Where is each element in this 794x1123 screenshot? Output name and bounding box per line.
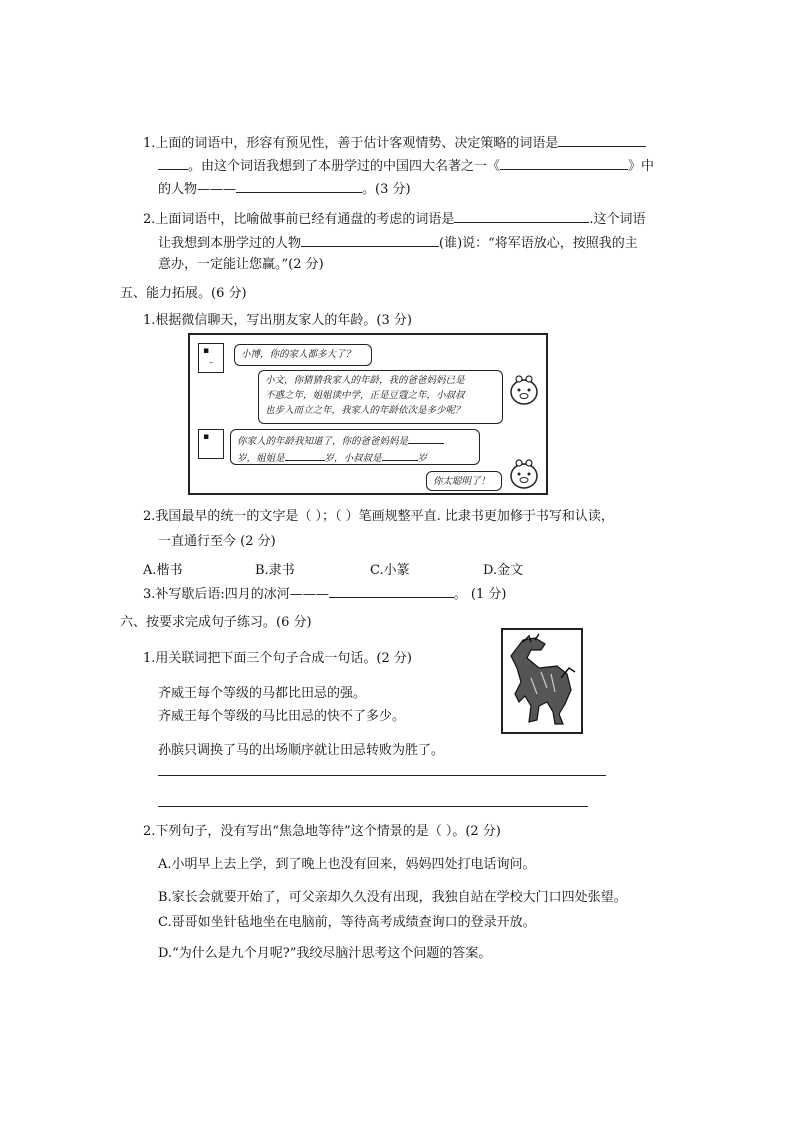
option-b[interactable]: B.隶书 xyxy=(255,563,295,578)
section6-item2: 2.下列句子，没有写出“焦急地等待”这个情景的是（ ）。(2 分) xyxy=(143,824,501,839)
q4-item2-line3: 意办，一定能让您赢。”(2 分) xyxy=(158,257,324,272)
section5-item2-line1: 2.我国最早的统一的文字是（ ）；（ ）笔画规整平直. 比隶书更加修于书写和认读， xyxy=(143,509,614,524)
answer-blank[interactable] xyxy=(500,155,628,170)
option-d[interactable]: D.金文 xyxy=(483,563,524,578)
option-b[interactable]: B.家长会就要开始了，可父亲却久久没有出现，我独自站在学校大门口四处张望。 xyxy=(158,890,627,905)
chat-bubble-3: 你家人的年龄我知道了，你的爸爸妈妈是 岁，姐姐是 岁，小叔叔是 岁 xyxy=(230,429,480,465)
q4-item2-line2: 让我想到本册学过的人物 (谁)说：“将军语放心，按照我的主 xyxy=(158,232,638,253)
horse-illustration xyxy=(501,628,583,734)
answer-blank[interactable] xyxy=(454,208,589,223)
answer-blank[interactable] xyxy=(558,132,646,147)
avatar-square-icon: ▪ xyxy=(198,429,224,459)
answer-blank[interactable] xyxy=(285,449,325,461)
option-d[interactable]: D.“为什么是九个月呢?”我绞尽脑汁思考这个问题的答案。 xyxy=(158,946,492,961)
q4-item1-line3: 的人物——— 。(3 分) xyxy=(158,178,411,199)
section6-heading: 六、按要求完成句子练习。(6 分) xyxy=(120,615,312,630)
option-c[interactable]: C.小篆 xyxy=(370,563,410,578)
option-a[interactable]: A.小明早上去上学，到了晚上也没有回来，妈妈四处打电话询问。 xyxy=(158,857,536,872)
cartoon-face-icon xyxy=(508,373,540,407)
cartoon-face-icon xyxy=(508,457,540,491)
answer-blank[interactable] xyxy=(158,155,188,170)
section5-item3: 3.补写歇后语:四月的冰河——— 。 (1 分) xyxy=(143,583,506,604)
answer-blank[interactable] xyxy=(329,583,454,598)
answer-blank[interactable] xyxy=(408,432,444,444)
chat-bubble-1: 小博，你的家人都多大了？ xyxy=(234,344,372,366)
section6-item1: 1.用关联词把下面三个句子合成一句话。(2 分) xyxy=(143,651,412,666)
q4-item2-line1: 2.上面词语中，比喻做事前已经有通盘的考虑的词语是 .这个词语 xyxy=(143,208,646,229)
section5-heading: 五、能力拓展。(6 分) xyxy=(120,286,247,301)
avatar-square-icon: ▪ – xyxy=(198,343,224,373)
q4-item1-line1: 1.上面的词语中，形容有预见性，善于估计客观情势、决定策略的词语是 xyxy=(143,132,646,153)
sentence-2: 齐威王每个等级的马比田忌的快不了多少。 xyxy=(158,709,406,724)
option-c[interactable]: C.哥哥如坐针毡地坐在电脑前，等待高考成绩查询口的登录开放。 xyxy=(158,915,536,930)
q4-item1-line2: 。由这个词语我想到了本册学过的中国四大名著之一《 》中 xyxy=(158,155,654,176)
sentence-1: 齐威王每个等级的马都比田忌的强。 xyxy=(158,686,367,701)
answer-blank[interactable] xyxy=(236,178,362,193)
answer-blank[interactable] xyxy=(382,449,418,461)
sentence-3: 孙膑只调换了马的出场顺序就让田忌转败为胜了。 xyxy=(158,743,445,758)
chat-bubble-4: 你太聪明了！ xyxy=(426,471,502,491)
option-a[interactable]: A.楷书 xyxy=(143,563,183,578)
answer-line[interactable] xyxy=(158,806,588,807)
section5-item2-line2: 一直通行至今 (2 分) xyxy=(158,534,276,549)
wechat-chat-illustration xyxy=(188,333,548,495)
section5-item1: 1.根据微信聊天，写出朋友家人的年龄。(3 分) xyxy=(143,313,412,328)
answer-line[interactable] xyxy=(158,775,606,776)
chat-bubble-2: 小文，你猜猜我家人的年龄，我的爸爸妈妈已是 不惑之年，姐姐读中学，正是豆蔻之年，小叔叔 也步入而立之年，我家人的年龄依次是多少呢？ xyxy=(258,370,503,424)
answer-blank[interactable] xyxy=(301,232,439,247)
